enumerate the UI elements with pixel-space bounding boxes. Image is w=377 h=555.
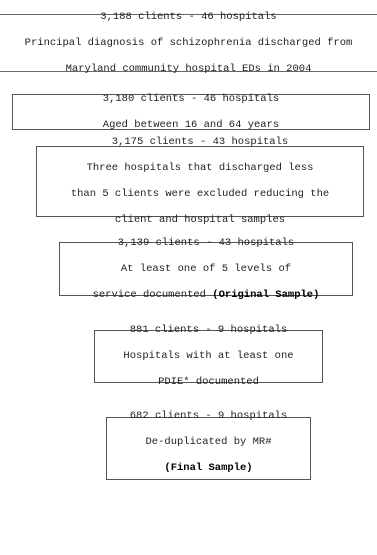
step-6-criterion: De-duplicated by MR#	[145, 436, 272, 448]
step-1-count: 3,188 clients - 46 hospitals	[100, 10, 277, 23]
step-5-criterion: Hospitals with at least one	[123, 350, 294, 362]
original-sample-label: (Original Sample)	[212, 288, 320, 301]
step-4-text	[93, 224, 320, 315]
step-4-criterion: At least one of 5 levels of	[120, 262, 292, 275]
step-6-count: 682 clients - 9 hospitals	[129, 410, 288, 422]
step-3-box	[36, 136, 364, 226]
step-6-text	[130, 397, 288, 488]
step-1-criterion: Principal diagnosis of schizophrenia discharged from	[24, 36, 353, 49]
step-2-criterion: Aged between 16 and 64 years	[102, 118, 280, 131]
step-5-text	[123, 311, 293, 402]
step-5-criterion-cont: PDIE* documented	[158, 376, 259, 388]
final-sample-label: (Final Sample)	[164, 462, 253, 474]
step-3-criterion-cont: than 5 clients were excluded reducing the	[70, 188, 330, 200]
step-4-criterion-end	[93, 289, 320, 302]
step-2-count: 3,180 clients - 46 hospitals	[102, 92, 280, 105]
step-1-box	[0, 10, 377, 75]
step-1-text	[25, 0, 353, 89]
step-6-box	[106, 410, 311, 480]
step-5-count: 881 clients - 9 hospitals	[129, 324, 288, 336]
step-3-criterion-end: client and hospital samples	[114, 214, 286, 226]
step-3-text	[71, 123, 329, 240]
step-3-count: 3,175 clients - 43 hospitals	[111, 136, 289, 148]
step-4-box	[59, 236, 353, 301]
step-4-count: 3,139 clients - 43 hospitals	[117, 236, 295, 249]
step-1-criterion-cont: Maryland community hospital EDs in 2004	[65, 62, 312, 75]
step-4-criterion-prefix: service documented	[92, 288, 213, 301]
step-3-criterion: Three hospitals that discharged less	[86, 162, 314, 174]
step-5-box	[94, 324, 323, 388]
